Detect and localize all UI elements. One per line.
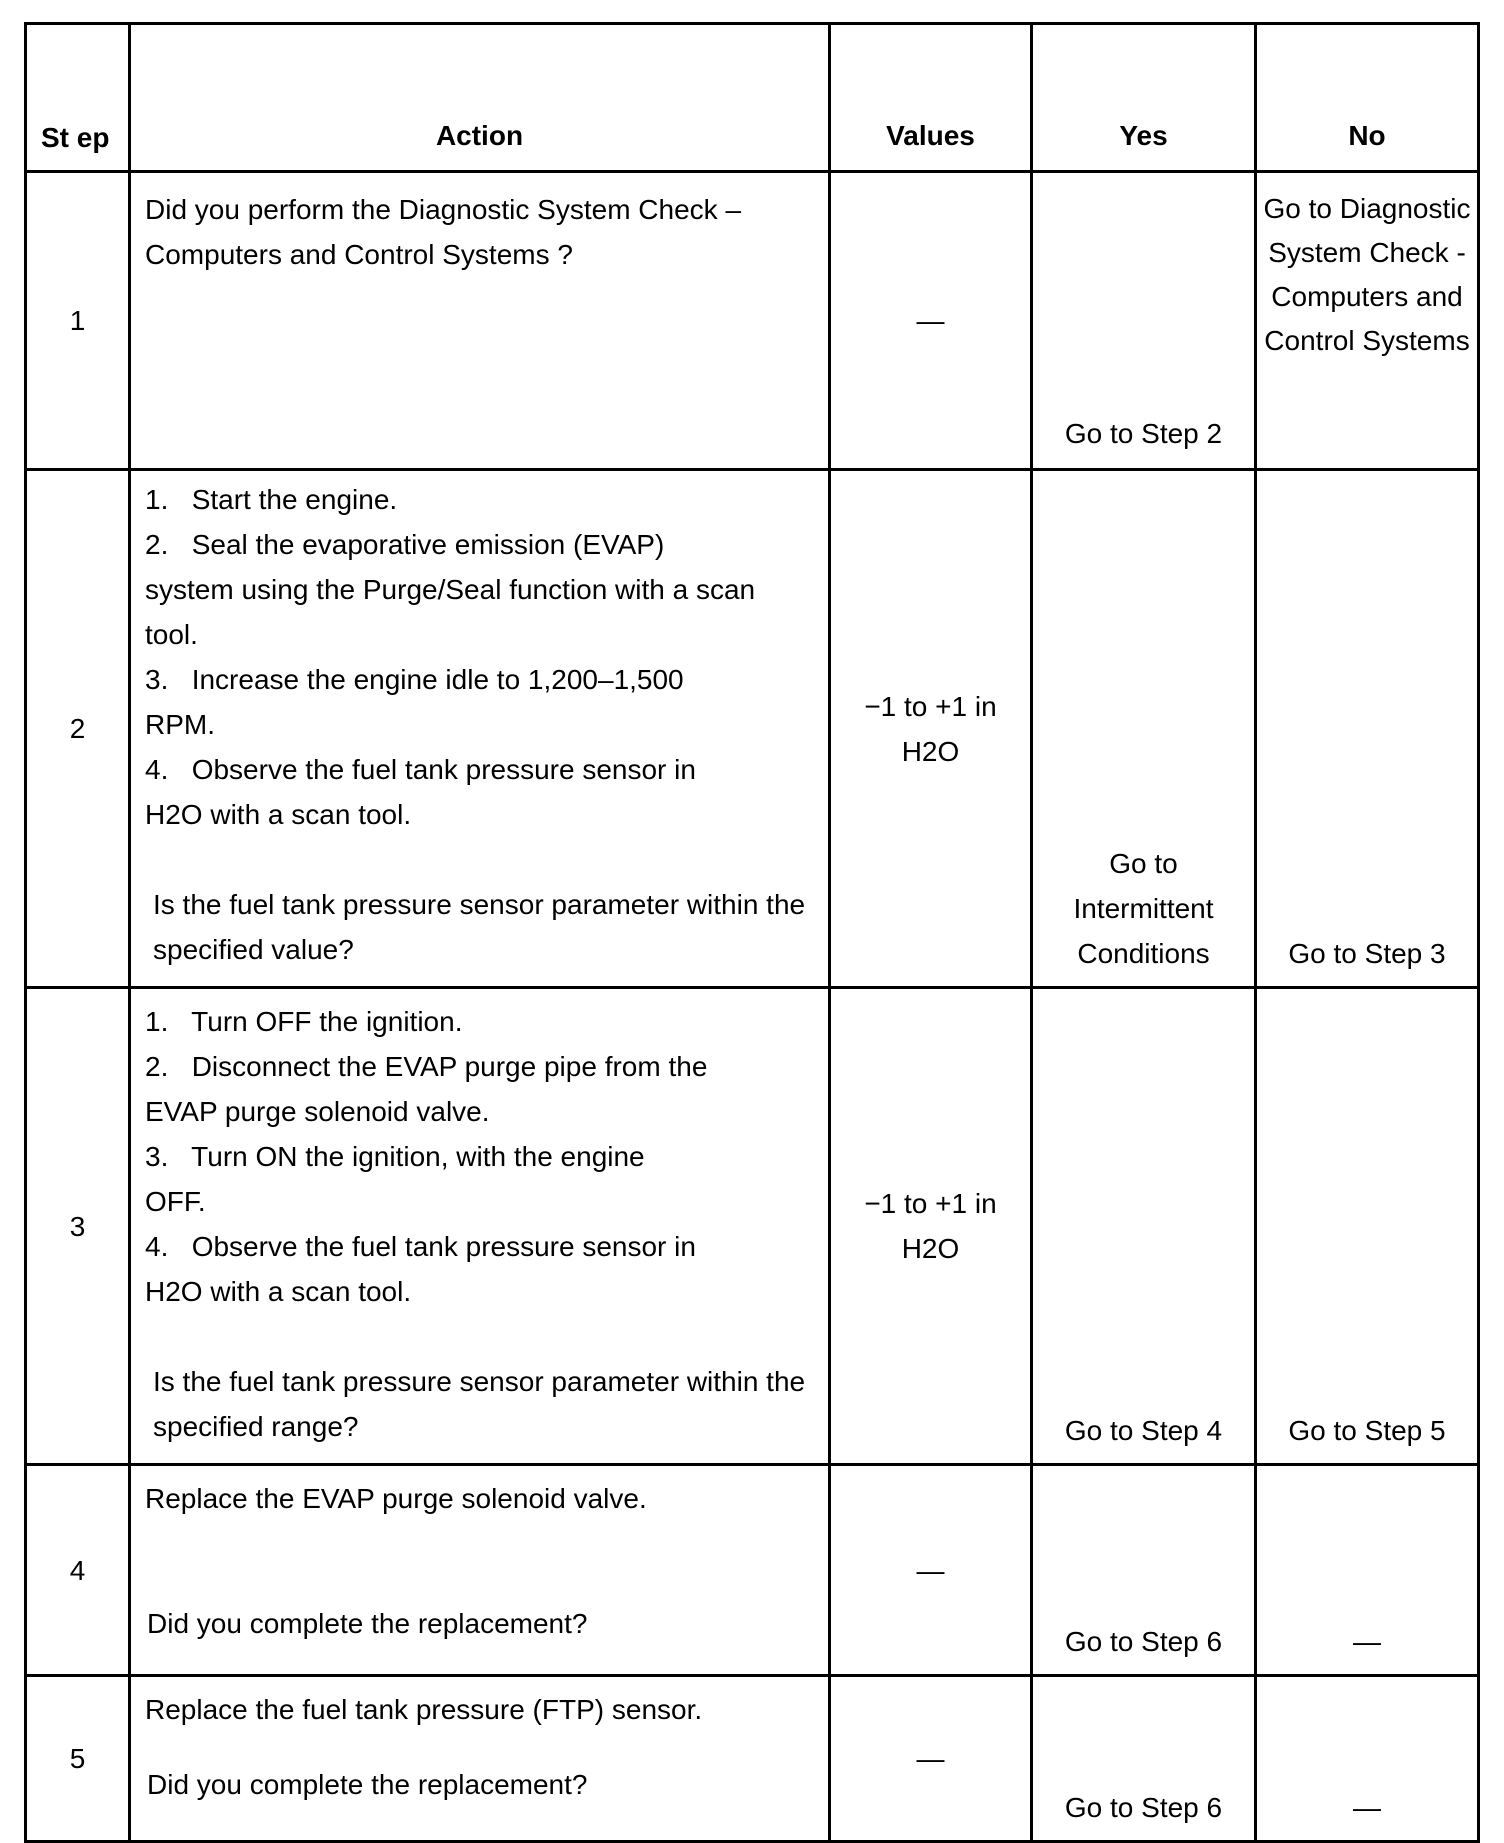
step-number: 2 (26, 470, 130, 988)
no-cell: — (1256, 1676, 1479, 1842)
no-cell: Go to Step 5 (1256, 988, 1479, 1465)
yes-cell: Go to Step 6 (1032, 1676, 1256, 1842)
values-cell: −1 to +1 in H2O (830, 470, 1032, 988)
header-row (26, 24, 1479, 172)
action-line: 3. Increase the engine idle to 1,200–1,500 (145, 664, 684, 695)
values-cell: — (830, 1676, 1032, 1842)
header-step: St ep (26, 24, 130, 172)
step-number: 1 (26, 172, 130, 470)
values-cell: −1 to +1 in H2O (830, 988, 1032, 1465)
table-row (26, 1676, 1479, 1842)
table-row (26, 470, 1479, 988)
spacer (145, 1521, 814, 1601)
action-line: Did you perform the Diagnostic System Check – (145, 194, 742, 225)
action-line: 4. Observe the fuel tank pressure sensor in (145, 1231, 696, 1262)
action-cell (130, 172, 830, 470)
no-cell (1256, 172, 1479, 470)
yes-cell: Go to Step 4 (1032, 988, 1256, 1465)
action-cell (130, 1676, 830, 1842)
no-cell: — (1256, 1465, 1479, 1676)
spacer (145, 1732, 814, 1762)
action-line: 2. Seal the evaporative emission (EVAP) (145, 529, 665, 560)
step-number: 5 (26, 1676, 130, 1842)
diagnostic-table (24, 22, 1480, 1843)
action-line: 1. Turn OFF the ignition. (145, 1006, 463, 1037)
action-line: 3. Turn ON the ignition, with the engine (145, 1141, 645, 1172)
header-no: No (1256, 24, 1479, 172)
action-line: system using the Purge/Seal function with a scan (145, 574, 756, 605)
table-row (26, 172, 1479, 470)
action-line: 1. Start the engine. (145, 484, 398, 515)
action-line: Replace the EVAP purge solenoid valve. (145, 1483, 647, 1514)
header-values: Values (830, 24, 1032, 172)
yes-cell: Go to Step 2 (1032, 172, 1256, 470)
action-line: RPM. (145, 709, 215, 740)
spacer (145, 837, 814, 882)
action-line: Computers and Control Systems ? (145, 239, 573, 270)
table-row (26, 1465, 1479, 1676)
values-cell: — (830, 172, 1032, 470)
action-line: OFF. (145, 1186, 206, 1217)
no-text: Go to Diagnostic System Check - Computers and Control Systems (1263, 193, 1471, 356)
step-number: 3 (26, 988, 130, 1465)
action-question: Did you complete the replacement? (147, 1608, 588, 1639)
no-cell: Go to Step 3 (1256, 470, 1479, 988)
step-number: 4 (26, 1465, 130, 1676)
action-line: tool. (145, 619, 198, 650)
action-question: Is the fuel tank pressure sensor parameter within the specified value? (153, 889, 806, 965)
values-cell: — (830, 1465, 1032, 1676)
action-cell (130, 988, 830, 1465)
action-cell (130, 470, 830, 988)
yes-cell: Go to Step 6 (1032, 1465, 1256, 1676)
action-question: Is the fuel tank pressure sensor parameter within the specified range? (153, 1366, 806, 1442)
action-question: Did you complete the replacement? (147, 1769, 588, 1800)
action-line: 4. Observe the fuel tank pressure sensor in (145, 754, 696, 785)
table-row (26, 988, 1479, 1465)
header-yes: Yes (1032, 24, 1256, 172)
header-action: Action (130, 24, 830, 172)
action-cell (130, 1465, 830, 1676)
action-line: H2O with a scan tool. (145, 799, 412, 830)
action-line: 2. Disconnect the EVAP purge pipe from the (145, 1051, 708, 1082)
action-line: H2O with a scan tool. (145, 1276, 412, 1307)
spacer (145, 1314, 814, 1359)
action-line: EVAP purge solenoid valve. (145, 1096, 490, 1127)
yes-cell: Go to Intermittent Conditions (1032, 470, 1256, 988)
action-line: Replace the fuel tank pressure (FTP) sensor. (145, 1694, 703, 1725)
